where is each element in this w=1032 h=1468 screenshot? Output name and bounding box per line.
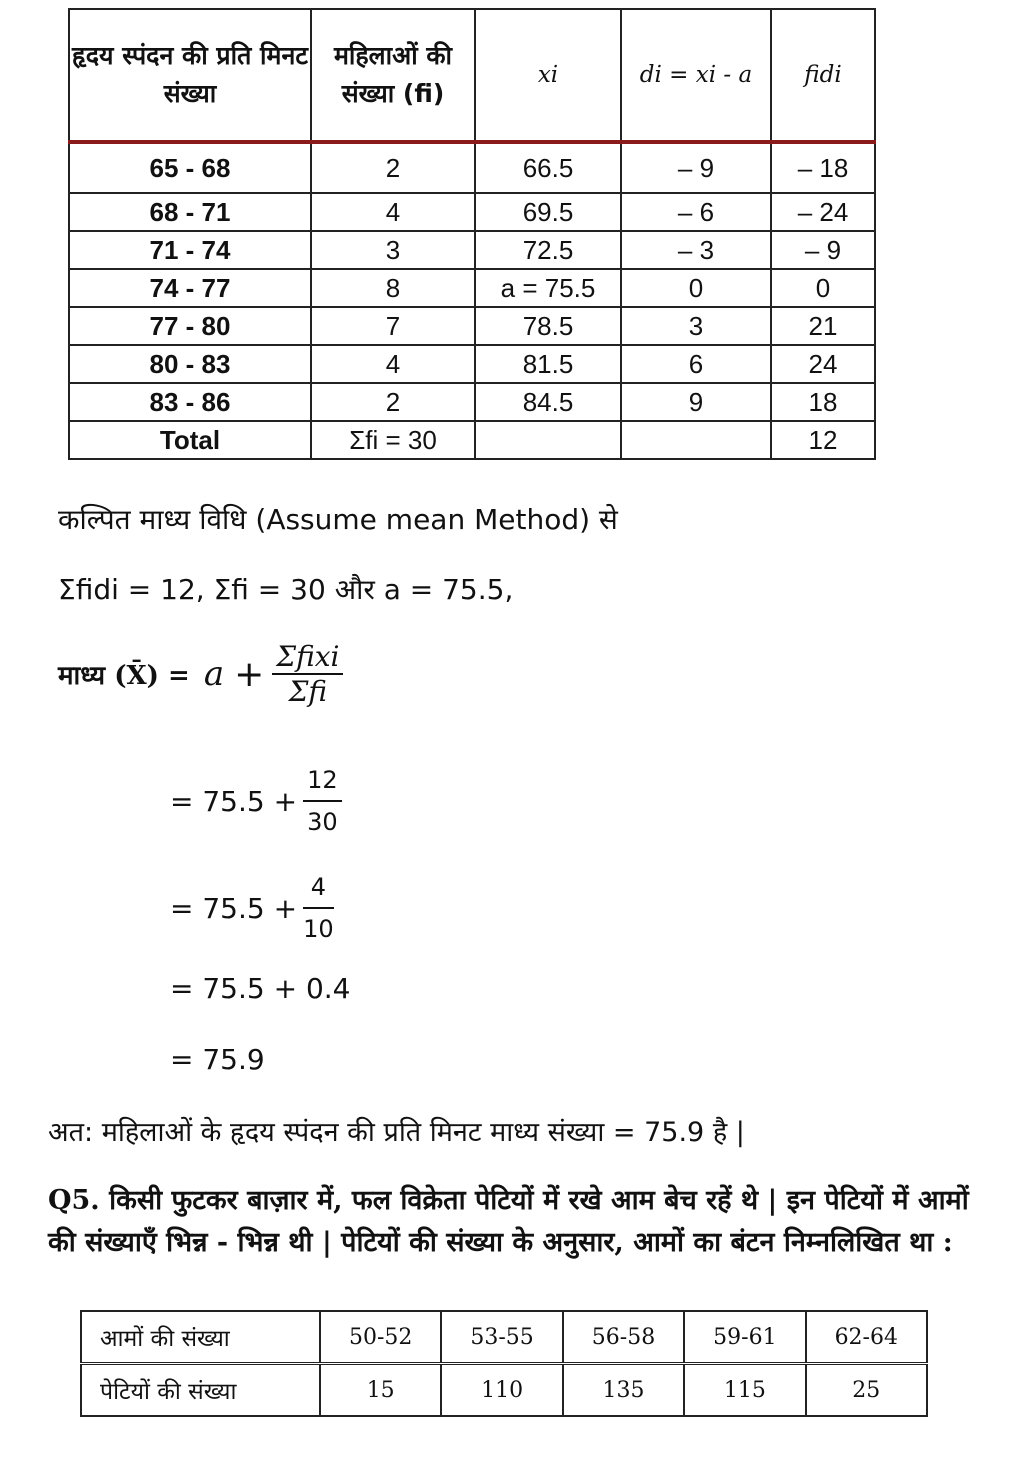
conclusion-text: अत: महिलाओं के हृदय स्पंदन की प्रति मिनट माध्य संख्या = 75.9 है | — [48, 1117, 745, 1148]
f-cell: 7 — [311, 307, 475, 345]
row-label: पेटियों की संख्या — [81, 1364, 320, 1417]
fraction-denominator: 10 — [303, 915, 334, 943]
step-fraction — [303, 760, 342, 842]
total-label: Total — [69, 421, 311, 459]
table-row — [81, 1364, 927, 1417]
f-cell: 8 — [311, 269, 475, 307]
x-cell: 66.5 — [475, 142, 621, 193]
total-d — [621, 421, 771, 459]
col-header-xi: xi — [475, 9, 621, 142]
x-cell: 69.5 — [475, 193, 621, 231]
x-cell: a = 75.5 — [475, 269, 621, 307]
fraction-numerator: 4 — [310, 873, 326, 901]
fd-cell: – 9 — [771, 231, 875, 269]
total-fd: 12 — [771, 421, 875, 459]
table-row — [69, 269, 875, 307]
fraction-numerator: 12 — [307, 766, 338, 794]
formula-fraction — [272, 640, 343, 708]
formula-label: माध्य (X̄) = — [58, 661, 190, 691]
fraction-denominator: Σfi — [288, 675, 328, 708]
x-cell: 84.5 — [475, 383, 621, 421]
class-cell: 71 - 74 — [69, 231, 311, 269]
fd-cell: – 18 — [771, 142, 875, 193]
formula-plus: + — [234, 653, 265, 695]
d-cell: 9 — [621, 383, 771, 421]
fd-cell: 18 — [771, 383, 875, 421]
f-cell: 2 — [311, 383, 475, 421]
step-3: = 75.5 + 0.4 — [170, 972, 351, 1005]
step-1 — [170, 760, 342, 842]
cell: 135 — [563, 1364, 684, 1417]
fd-cell: 21 — [771, 307, 875, 345]
step-2 — [170, 867, 334, 949]
step-fraction — [303, 867, 334, 949]
total-f: Σfi = 30 — [311, 421, 475, 459]
fd-cell: 24 — [771, 345, 875, 383]
fd-cell: – 24 — [771, 193, 875, 231]
col-header-frequency: महिलाओं की संख्या (fi) — [311, 9, 475, 142]
f-cell: 2 — [311, 142, 475, 193]
frequency-table — [68, 8, 876, 460]
d-cell: 3 — [621, 307, 771, 345]
cell: 115 — [684, 1364, 805, 1417]
method-heading: कल्पित माध्य विधि (Assume mean Method) से — [58, 503, 618, 536]
fraction-denominator: 30 — [307, 808, 338, 836]
d-cell: 0 — [621, 269, 771, 307]
class-cell: 77 - 80 — [69, 307, 311, 345]
table-row — [69, 307, 875, 345]
cell: 59-61 — [684, 1311, 805, 1364]
class-cell: 68 - 71 — [69, 193, 311, 231]
step-4: = 75.9 — [170, 1043, 265, 1076]
class-cell: 83 - 86 — [69, 383, 311, 421]
col-header-di: di = xi - a — [621, 9, 771, 142]
table-header-row — [69, 9, 875, 142]
x-cell: 78.5 — [475, 307, 621, 345]
total-x — [475, 421, 621, 459]
col-header-fidi: fidi — [771, 9, 875, 142]
table-row — [69, 345, 875, 383]
f-cell: 3 — [311, 231, 475, 269]
step-prefix: = 75.5 + — [170, 784, 298, 818]
question-5: Q5. किसी फुटकर बाज़ार में, फल विक्रेता पेटियों में रखे आम बेच रहें थे | इन पेटियों में आमों की संख्याएँ भिन्न - भिन्न थी | पेटियों की संख्या के अनुसार, आमों का बंटन निम्नलिखित था : — [48, 1185, 969, 1258]
cell: 15 — [320, 1364, 441, 1417]
class-cell: 80 - 83 — [69, 345, 311, 383]
table-row — [69, 383, 875, 421]
d-cell: – 3 — [621, 231, 771, 269]
fd-cell: 0 — [771, 269, 875, 307]
total-row — [69, 421, 875, 459]
d-cell: – 6 — [621, 193, 771, 231]
x-cell: 72.5 — [475, 231, 621, 269]
mean-formula — [58, 640, 343, 708]
mango-table — [80, 1310, 928, 1417]
class-cell: 74 - 77 — [69, 269, 311, 307]
cell: 25 — [806, 1364, 927, 1417]
class-cell: 65 - 68 — [69, 142, 311, 193]
table-row — [69, 231, 875, 269]
table-row — [81, 1311, 927, 1364]
cell: 56-58 — [563, 1311, 684, 1364]
col-header-class: हृदय स्पंदन की प्रति मिनट संख्या — [69, 9, 311, 142]
f-cell: 4 — [311, 193, 475, 231]
f-cell: 4 — [311, 345, 475, 383]
d-cell: – 9 — [621, 142, 771, 193]
fraction-numerator: Σfixi — [276, 640, 340, 673]
formula-a: a — [203, 654, 225, 694]
table-row — [69, 142, 875, 193]
cell: 110 — [441, 1364, 562, 1417]
sums-line: Σfidi = 12, Σfi = 30 और a = 75.5, — [58, 573, 514, 606]
x-cell: 81.5 — [475, 345, 621, 383]
cell: 62-64 — [806, 1311, 927, 1364]
cell: 50-52 — [320, 1311, 441, 1364]
step-prefix: = 75.5 + — [170, 891, 298, 925]
table-row — [69, 193, 875, 231]
row-label: आमों की संख्या — [81, 1311, 320, 1364]
d-cell: 6 — [621, 345, 771, 383]
cell: 53-55 — [441, 1311, 562, 1364]
